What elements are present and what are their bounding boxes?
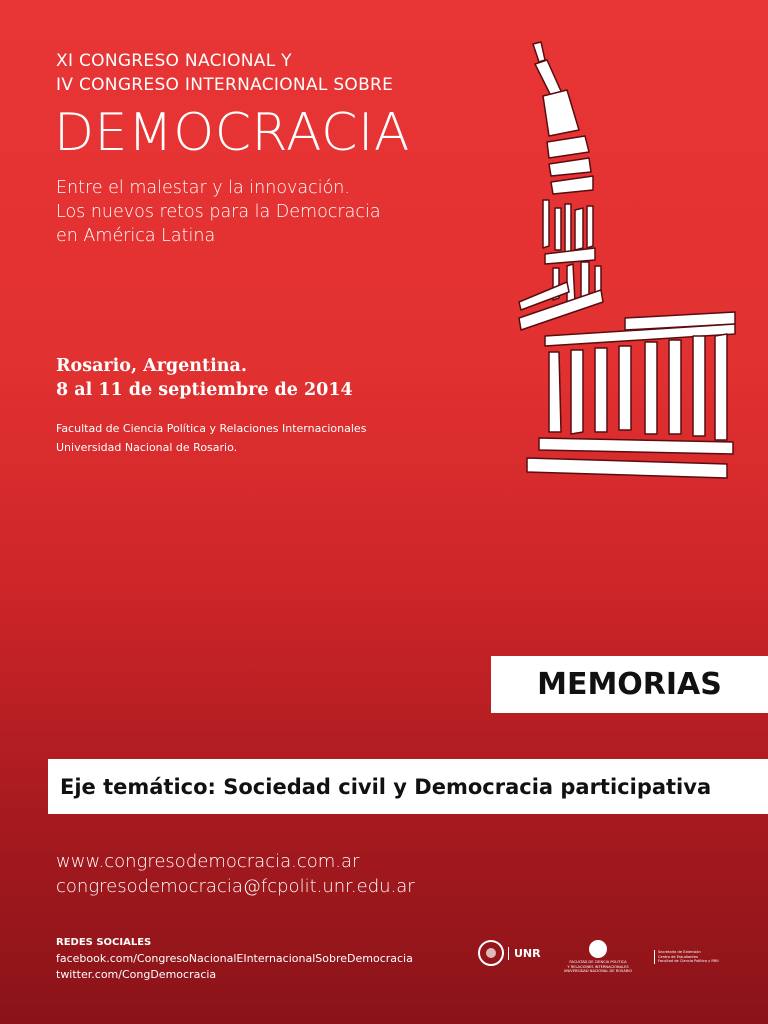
secretaria-line-1: Secretaría de Extensión [658, 950, 701, 954]
faculty-name: Facultad de Ciencia Política y Relaciones Internacionales [56, 422, 367, 435]
congress-line-2: IV CONGRESO INTERNACIONAL SOBRE [56, 75, 394, 95]
memorias-banner: MEMORIAS [491, 656, 768, 713]
faculty-logo-line-3: UNIVERSIDAD NACIONAL DE ROSARIO [563, 969, 633, 974]
monument-illustration [505, 40, 740, 485]
contact-info [56, 849, 415, 899]
twitter-link[interactable]: twitter.com/CongDemocracia [56, 968, 217, 981]
event-location-dates [56, 354, 353, 402]
facebook-link[interactable]: facebook.com/CongresoNacionalEInternacionalSobreDemocracia [56, 952, 413, 965]
subtitle-line-3: en América Latina [56, 226, 216, 246]
institution [56, 419, 366, 457]
social-heading: REDES SOCIALES [56, 937, 152, 948]
unr-seal-icon [478, 940, 504, 966]
university-name: Universidad Nacional de Rosario. [56, 441, 238, 454]
faculty-logo [558, 940, 638, 974]
eje-tematico-banner: Eje temático: Sociedad civil y Democracia participativa [48, 759, 768, 814]
unr-logo [478, 940, 541, 966]
email-link[interactable]: congresodemocracia@fcpolit.unr.edu.ar [56, 876, 415, 897]
unr-label: UNR [508, 947, 541, 960]
event-place: Rosario, Argentina. [56, 356, 247, 376]
subtitle-line-2: Los nuevos retos para la Democracia [56, 202, 381, 222]
main-title: DEMOCRACIA [54, 103, 410, 163]
event-dates: 8 al 11 de septiembre de 2014 [56, 380, 353, 400]
subtitle [56, 176, 381, 248]
faculty-logo-line-2: Y RELACIONES INTERNACIONALES [567, 964, 629, 969]
congress-line-1: XI CONGRESO NACIONAL Y [56, 51, 292, 71]
faculty-logo-line-1: FACULTAD DE CIENCIA POLÍTICA [569, 960, 627, 964]
secretaria-line-3: Facultad de Ciencia Política y RRII [658, 959, 719, 964]
social-links [56, 935, 413, 983]
subtitle-line-1: Entre el malestar y la innovación. [56, 178, 350, 198]
website-link[interactable]: www.congresodemocracia.com.ar [56, 851, 360, 872]
secretaria-line-2: Centro de Estudiantes [658, 954, 698, 959]
sponsor-logos [478, 940, 728, 976]
faculty-globe-icon [589, 940, 607, 958]
secretaria-logo [654, 950, 730, 964]
